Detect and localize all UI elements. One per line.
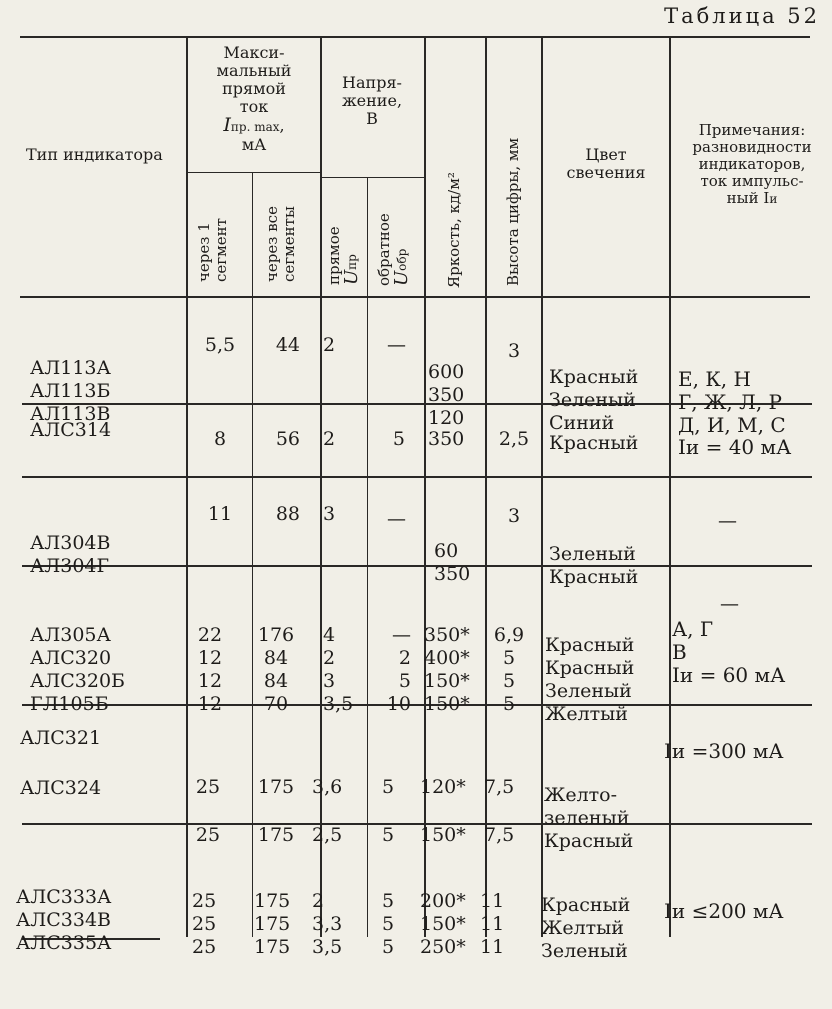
header-current-group: Макси- мальный прямой ток Iпр. max, мА xyxy=(216,43,292,154)
header-bottom-rule xyxy=(20,296,810,298)
type-cell: АЛ304В АЛ304Г xyxy=(30,532,111,577)
i-all-cell: 176 84 84 70 xyxy=(257,624,295,715)
height-cell: 7,5 7,5 xyxy=(484,776,515,846)
header-voltage-group: Напря- жение, В xyxy=(341,73,403,128)
u-fwd-cell: 3,6 2,5 xyxy=(312,776,343,846)
brightness-cell: 600 350 120 xyxy=(428,361,465,429)
column-rule xyxy=(367,177,368,937)
color-cell: Зеленый Красный xyxy=(549,543,639,588)
i-one-cell: 8 xyxy=(213,428,227,450)
color-cell: Желто- зеленый Красный xyxy=(544,784,634,852)
u-fwd-cell: 2 xyxy=(323,428,336,450)
type-cell: АЛ113А АЛ113Б АЛ113В xyxy=(30,357,111,425)
notes-cell: Iи =300 мА xyxy=(664,739,784,763)
i-one-cell: 5,5 xyxy=(204,334,236,356)
u-fwd-cell: 2 xyxy=(323,334,336,356)
group-rule xyxy=(22,823,812,825)
u-rev-cell: 5 xyxy=(392,428,405,450)
i-one-cell: 22 12 12 12 xyxy=(197,624,223,715)
notes-cell: Е, К, Н Г, Ж, Л, Р Д, И, М, С xyxy=(678,367,786,437)
i-all-cell: 175 175 175 xyxy=(254,890,291,958)
notes-cell: В xyxy=(672,640,687,664)
i-one-cell: 25 25 xyxy=(195,776,221,846)
notes-cell: Iи = 40 мА xyxy=(678,435,792,459)
voltage-subheader-rule xyxy=(320,177,424,178)
u-fwd-cell: 3 xyxy=(323,503,336,525)
group-rule xyxy=(22,565,812,567)
notes-cell: Iи ≤200 мА xyxy=(664,899,784,923)
i-all-cell: 88 xyxy=(275,503,300,525)
notes-cell: — xyxy=(720,593,739,615)
height-cell: 3 xyxy=(507,340,521,362)
current-subheader-rule xyxy=(186,172,320,173)
height-cell: 2,5 xyxy=(498,428,530,450)
table-title: Таблица 52 xyxy=(664,4,820,28)
i-all-cell: 175 175 xyxy=(257,776,295,846)
brightness-cell: 60 350 xyxy=(434,540,471,585)
group-rule xyxy=(22,704,812,706)
u-rev-cell: — 2 5 10 xyxy=(386,624,411,715)
brightness-cell: 120* 150* xyxy=(420,776,466,846)
u-rev-cell: — xyxy=(387,334,406,356)
height-cell: 6,9 5 5 5 xyxy=(493,624,525,715)
column-rule xyxy=(541,37,543,937)
color-cell: Красный Красный Зеленый Желтый xyxy=(545,634,635,725)
header-forward: прямое Uпр xyxy=(325,226,362,285)
color-cell: Красный Желтый Зеленый xyxy=(541,894,631,962)
header-notes: Примечания: разновидности индикаторов, ток импульс- ный Iи xyxy=(692,121,812,207)
type-cell: АЛ305А АЛС320 АЛС320Б ГЛ105Б xyxy=(30,624,126,715)
i-one-cell: 11 xyxy=(207,503,233,525)
u-fwd-cell: 4 2 3 3,5 xyxy=(323,624,354,715)
i-one-cell: 25 25 25 xyxy=(192,890,217,958)
u-rev-cell: — xyxy=(387,508,406,530)
type-cell: АЛС333А АЛС334В АЛС335А xyxy=(16,886,112,954)
u-rev-cell: 5 5 xyxy=(381,776,395,846)
color-cell: Красный Зеленый Синий xyxy=(549,366,639,434)
notes-cell: А, Г xyxy=(672,617,714,641)
header-current-one: через 1 сегмент xyxy=(195,218,230,282)
color-cell: Красный xyxy=(549,432,639,454)
height-cell: 3 xyxy=(507,505,521,527)
brightness-cell: 350* 400* 150* 150* xyxy=(424,624,470,715)
header-brightness: Яркость, кд/м² xyxy=(445,172,463,288)
type-cell: АЛС321 xyxy=(20,727,102,749)
header-color: Цвет свечения xyxy=(566,145,646,182)
type-cell: АЛС314 xyxy=(30,419,112,441)
header-reverse: обратное Uобр xyxy=(375,213,412,286)
i-all-cell: 44 xyxy=(275,334,300,356)
column-rule xyxy=(252,172,253,937)
header-type: Тип индикатора xyxy=(26,145,163,164)
header-top-rule xyxy=(20,36,810,38)
header-current-all: через все сегменты xyxy=(263,206,298,282)
u-fwd-cell: 2 3,3 3,5 xyxy=(312,890,343,958)
notes-cell: — xyxy=(718,510,737,532)
u-rev-cell: 5 5 5 xyxy=(382,890,395,958)
brightness-cell: 200* 150* 250* xyxy=(420,890,466,958)
type-cell: АЛС324 xyxy=(20,777,102,799)
column-rule xyxy=(669,37,671,937)
height-cell: 11 11 11 xyxy=(480,890,505,958)
header-digit-height: Высота цифры, мм xyxy=(504,137,522,286)
notes-cell: Iи = 60 мА xyxy=(672,663,786,687)
i-all-cell: 56 xyxy=(275,428,300,450)
brightness-cell: 350 xyxy=(428,428,465,450)
